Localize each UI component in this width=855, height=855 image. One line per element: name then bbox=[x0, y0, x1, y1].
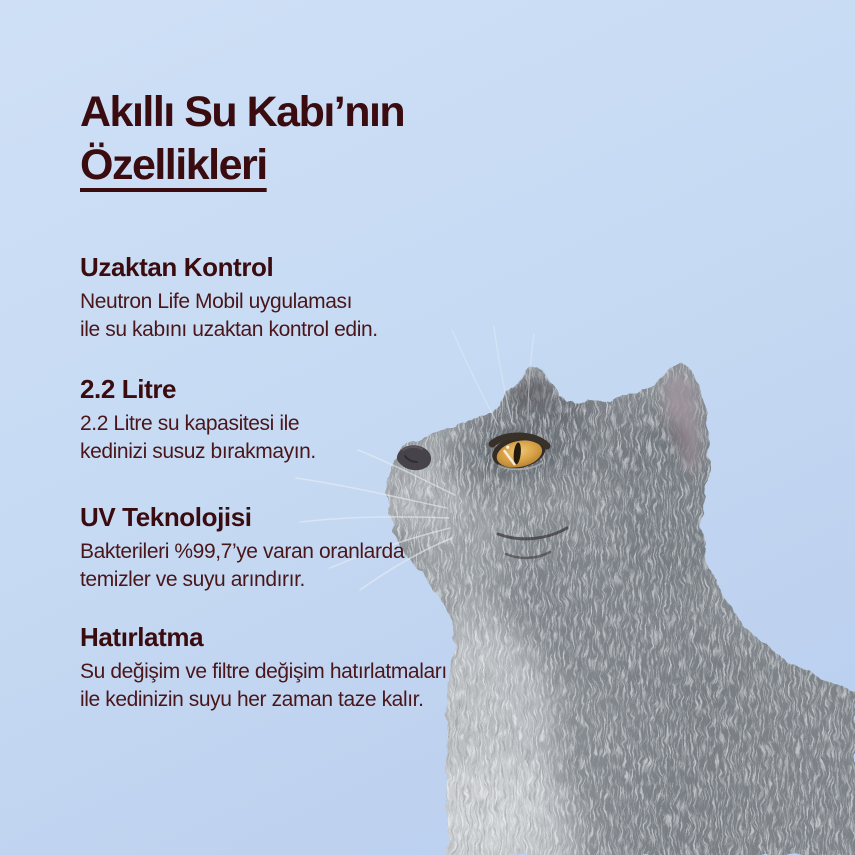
feature-body-line: kedinizi susuz bırakmayın. bbox=[80, 440, 316, 463]
feature-body-line: 2.2 Litre su kapasitesi ile bbox=[80, 412, 300, 435]
feature-heading: Hatırlatma bbox=[80, 622, 204, 652]
title-line1: Akıllı Su Kabı’nın bbox=[80, 88, 405, 136]
title-line2-underlined: Özellikleri bbox=[80, 141, 267, 189]
feature-body-line: Bakterileri %99,7’ye varan oranlarda bbox=[80, 540, 405, 563]
feature-uzaktan-kontrol bbox=[80, 252, 378, 344]
feature-uv-teknolojisi bbox=[80, 502, 404, 594]
cat-body bbox=[350, 340, 855, 855]
feature-body-line: Neutron Life Mobil uygulaması bbox=[80, 290, 353, 313]
feature-heading: UV Teknolojisi bbox=[80, 502, 252, 532]
feature-heading: Uzaktan Kontrol bbox=[80, 252, 274, 282]
feature-body-line: ile kedinizin suyu her zaman taze kalır. bbox=[80, 688, 424, 711]
feature-body-line: temizler ve suyu arındırır. bbox=[80, 568, 305, 591]
feature-body-line: Su değişim ve filtre değişim hatırlatmaları bbox=[80, 660, 447, 683]
feature-heading: 2.2 Litre bbox=[80, 374, 177, 404]
page-title bbox=[80, 86, 404, 192]
feature-kapasite bbox=[80, 374, 316, 466]
feature-hatirlatma bbox=[80, 622, 447, 714]
feature-body-line: ile su kabını uzaktan kontrol edin. bbox=[80, 318, 378, 341]
